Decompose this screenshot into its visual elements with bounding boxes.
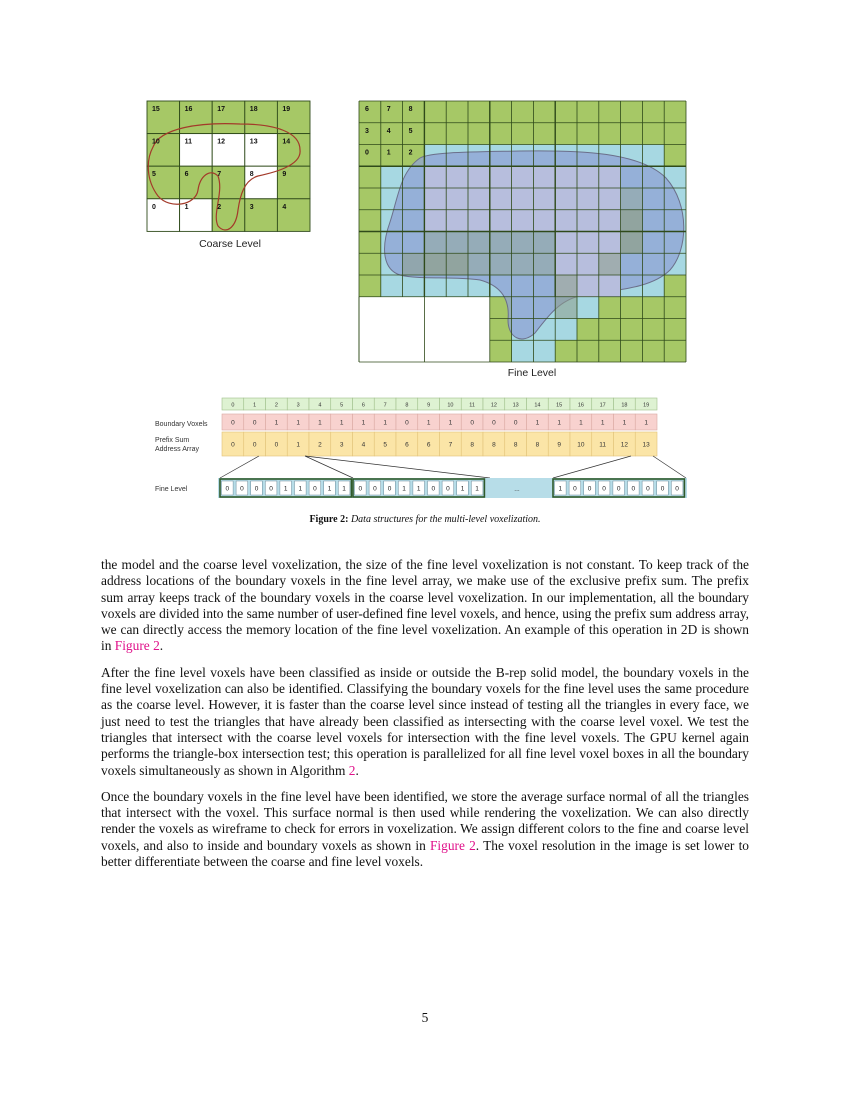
coarse-cell-label: 8 bbox=[249, 171, 254, 179]
fine-row-ellipsis: ... bbox=[514, 486, 520, 493]
fine-shaded-cell bbox=[599, 253, 621, 275]
prefix-value: 11 bbox=[599, 441, 606, 449]
fine-row-value: 0 bbox=[225, 485, 230, 493]
prefix-value: 2 bbox=[318, 441, 322, 449]
caption-text: Data structures for the multi-level voxelization. bbox=[350, 514, 541, 525]
boundary-value: 1 bbox=[644, 419, 648, 427]
fine-title: Fine Level bbox=[507, 367, 557, 379]
fine-boundary-cell bbox=[512, 340, 534, 362]
boundary-value: 1 bbox=[318, 419, 322, 427]
boundary-value: 1 bbox=[557, 419, 561, 427]
fine-row-value: 1 bbox=[475, 485, 479, 493]
coarse-cell-label: 4 bbox=[282, 203, 287, 211]
prefix-value: 13 bbox=[642, 441, 650, 449]
fine-shaded-cell bbox=[621, 232, 643, 254]
fine-shaded-cell bbox=[621, 210, 643, 232]
fine-cell-label: 1 bbox=[386, 149, 391, 157]
fine-boundary-cell bbox=[381, 166, 403, 188]
boundary-value: 0 bbox=[231, 419, 235, 427]
index-value: 10 bbox=[447, 402, 454, 409]
boundary-value: 1 bbox=[361, 419, 366, 427]
fine-boundary-cell bbox=[381, 275, 403, 297]
fine-shaded-cell bbox=[555, 275, 577, 297]
fine-shaded-cell bbox=[446, 253, 468, 275]
fine-row-label: Fine Level bbox=[155, 486, 188, 493]
index-value: 19 bbox=[643, 402, 650, 409]
boundary-value: 1 bbox=[579, 419, 583, 427]
index-value: 13 bbox=[512, 402, 519, 409]
prefix-value: 3 bbox=[339, 441, 344, 449]
caption-label: Figure 2: bbox=[309, 514, 349, 525]
fine-cell-label: 2 bbox=[408, 149, 413, 157]
fine-row-value: 1 bbox=[283, 485, 288, 493]
prefix-value: 4 bbox=[361, 441, 366, 449]
fine-cell-label: 3 bbox=[365, 127, 369, 135]
prefix-value: 10 bbox=[577, 441, 585, 449]
coarse-cell-label: 16 bbox=[184, 106, 193, 113]
coarse-cell-label: 5 bbox=[152, 171, 156, 179]
coarse-cell-label: 11 bbox=[184, 138, 193, 146]
fine-row-value: 0 bbox=[254, 485, 259, 493]
coarse-cell-label: 13 bbox=[249, 138, 258, 146]
fine-boundary-cell bbox=[533, 340, 555, 362]
fine-row-value: 1 bbox=[558, 485, 563, 493]
page-number: 5 bbox=[421, 1010, 429, 1025]
fine-boundary-cell bbox=[555, 319, 577, 341]
prefix-value: 1 bbox=[296, 441, 300, 449]
fine-cell-label: 7 bbox=[386, 106, 391, 113]
coarse-cell-label: 17 bbox=[217, 106, 225, 113]
index-value: 11 bbox=[469, 402, 475, 409]
index-value: 14 bbox=[534, 402, 541, 409]
figure-caption bbox=[0, 514, 850, 525]
fine-row-value: 0 bbox=[240, 485, 244, 493]
index-value: 6 bbox=[361, 402, 365, 409]
coarse-cell-label: 15 bbox=[152, 106, 160, 113]
prefix-value: 0 bbox=[274, 441, 279, 449]
fine-cell-label: 0 bbox=[365, 149, 369, 157]
fine-row-value: 0 bbox=[631, 485, 636, 493]
boundary-value: 0 bbox=[513, 419, 518, 427]
boundary-value: 1 bbox=[339, 419, 344, 427]
fine-row-value: 0 bbox=[573, 485, 577, 493]
boundary-value: 1 bbox=[274, 419, 279, 427]
paragraph-1: the model and the coarse level voxelization, the size of the fine level voxelization is not constant. To keep track of the address locations of the boundary voxels in the fine level array, we make use of the exclusive prefix sum. The prefix sum array keeps track of the boundary voxels in the coarse level voxelization. In our implementation, all the boundary voxels are divided into the same number of user-defined fine level voxels, and hence, using the prefix sum address array, we can directly access the memory location of the fine level voxelization. An example of this operation in 2D is shown in Figure 2. bbox=[101, 557, 749, 654]
coarse-cell-label: 10 bbox=[152, 138, 160, 146]
coarse-cell-label: 12 bbox=[217, 138, 225, 146]
prefix-value: 0 bbox=[252, 441, 257, 449]
fine-cell-label: 5 bbox=[408, 127, 413, 135]
prefix-value: 8 bbox=[470, 441, 474, 449]
coarse-title: Coarse Level bbox=[199, 238, 261, 250]
coarse-grid bbox=[147, 101, 310, 250]
fine-row-value: 1 bbox=[298, 485, 303, 493]
index-value: 16 bbox=[577, 402, 584, 409]
algorithm-2-link[interactable]: 2 bbox=[348, 762, 356, 778]
fine-row-value: 0 bbox=[358, 485, 363, 493]
boundary-value: 0 bbox=[252, 419, 257, 427]
fine-shaded-cell bbox=[555, 297, 577, 319]
figure-2-link-2[interactable]: Figure 2 bbox=[429, 837, 476, 853]
boundary-value: 1 bbox=[383, 419, 387, 427]
index-value: 3 bbox=[296, 402, 300, 409]
coarse-cell-label: 2 bbox=[217, 203, 222, 211]
fine-cell-label: 8 bbox=[408, 106, 413, 113]
fine-row-value: 1 bbox=[342, 485, 346, 493]
index-value: 15 bbox=[556, 402, 563, 409]
figure-2 bbox=[0, 0, 850, 510]
figure-2-link[interactable]: Figure 2 bbox=[114, 638, 160, 654]
boundary-value: 0 bbox=[405, 419, 409, 427]
fine-row-value: 1 bbox=[402, 485, 406, 493]
fine-row-value: 0 bbox=[269, 485, 273, 493]
fine-row-value: 0 bbox=[602, 485, 606, 493]
fine-row-value: 0 bbox=[446, 485, 450, 493]
boundary-value: 1 bbox=[448, 419, 453, 427]
index-value: 12 bbox=[490, 402, 497, 409]
prefix-value: 8 bbox=[492, 441, 496, 449]
fine-cell-label: 4 bbox=[386, 127, 391, 135]
prefix-value: 12 bbox=[620, 441, 628, 449]
fine-row-value: 1 bbox=[327, 485, 332, 493]
index-value: 2 bbox=[274, 402, 278, 409]
fine-inside-block bbox=[424, 166, 620, 231]
fine-row-value: 0 bbox=[616, 485, 621, 493]
index-value: 5 bbox=[340, 402, 344, 409]
coarse-cell-label: 9 bbox=[282, 171, 287, 179]
coarse-cell-label: 1 bbox=[184, 203, 189, 211]
paragraph-2: After the fine level voxels have been classified as inside or outside the B-rep solid model, the boundary voxels in the fine level voxelization can also be identified. Classifying the boundary voxels for the fine level uses the same procedure as the coarse level. However, it is faster than the coarse level since instead of testing all the triangles in every face, we just need to test the triangles that have already been classified as intersecting with the coarse level voxel. We test the triangles that intersect with the coarse level voxels for intersection with the fine level voxels. The GPU kernel again performs the triangle-box intersection test; this operation is parallelized for all fine level voxel boxes in all the boundary voxels simultaneously as shown in Algorithm 2. bbox=[101, 664, 749, 778]
paragraph-3: Once the boundary voxels in the fine level have been identified, we store the average surface normal of all the triangles that intersect with the voxel. This surface normal is then used while rendering the voxelization. We can also directly render the voxels as wireframe to check for errors in voxelization. We assign different colors to the fine and coarse level voxels, and also to inside and boundary voxels as shown in Figure 2. The voxel resolution in the image is set lower to better differentiate between the coarse and fine level voxels. bbox=[101, 788, 749, 870]
coarse-cell-label: 7 bbox=[217, 171, 222, 179]
index-value: 7 bbox=[383, 402, 387, 409]
coarse-cell-label: 3 bbox=[249, 203, 254, 211]
index-value: 4 bbox=[318, 402, 322, 409]
prefix-value: 0 bbox=[231, 441, 235, 449]
index-value: 9 bbox=[427, 402, 431, 409]
fine-shaded-cell bbox=[424, 253, 446, 275]
prefix-label-1: Prefix Sum bbox=[155, 437, 190, 444]
prefix-value: 6 bbox=[405, 441, 409, 449]
fine-row-value: 0 bbox=[675, 485, 679, 493]
prefix-label-2: Address Array bbox=[155, 446, 199, 453]
fine-grid bbox=[359, 101, 686, 379]
array-diagram bbox=[155, 398, 687, 498]
boundary-value: 1 bbox=[535, 419, 540, 427]
prefix-value: 5 bbox=[383, 441, 387, 449]
coarse-cell-label: 19 bbox=[282, 106, 291, 113]
boundary-label: Boundary Voxels bbox=[155, 421, 208, 428]
fine-boundary-cell bbox=[403, 275, 425, 297]
fine-cell-label: 6 bbox=[365, 106, 369, 113]
coarse-cell-label: 18 bbox=[249, 106, 258, 113]
prefix-value: 6 bbox=[426, 441, 431, 449]
fine-shaded-cell bbox=[403, 253, 425, 275]
coarse-cell-label: 0 bbox=[152, 203, 156, 211]
prefix-value: 8 bbox=[513, 441, 518, 449]
prefix-value: 8 bbox=[535, 441, 540, 449]
fine-boundary-cell bbox=[642, 145, 664, 167]
boundary-value: 1 bbox=[622, 419, 627, 427]
index-value: 8 bbox=[405, 402, 409, 409]
boundary-value: 0 bbox=[470, 419, 474, 427]
index-value: 17 bbox=[599, 402, 606, 409]
fine-row-value: 1 bbox=[416, 485, 421, 493]
boundary-value: 1 bbox=[426, 419, 431, 427]
index-value: 1 bbox=[253, 402, 257, 409]
fine-boundary-cell bbox=[577, 297, 599, 319]
fine-row-value: 0 bbox=[387, 485, 392, 493]
index-value: 18 bbox=[621, 402, 628, 409]
boundary-value: 0 bbox=[492, 419, 496, 427]
fine-row-value: 0 bbox=[646, 485, 650, 493]
boundary-value: 1 bbox=[600, 419, 605, 427]
fine-row-value: 0 bbox=[431, 485, 436, 493]
boundary-value: 1 bbox=[296, 419, 300, 427]
fine-row-value: 1 bbox=[460, 485, 465, 493]
fine-row-value: 0 bbox=[373, 485, 377, 493]
fine-row-value: 0 bbox=[587, 485, 592, 493]
fine-row-value: 0 bbox=[660, 485, 665, 493]
fine-row-value: 0 bbox=[313, 485, 317, 493]
prefix-value: 9 bbox=[557, 441, 561, 449]
coarse-cell-label: 6 bbox=[184, 171, 189, 179]
coarse-cell-label: 14 bbox=[282, 138, 291, 146]
body-text bbox=[101, 557, 749, 880]
prefix-value: 7 bbox=[448, 441, 453, 449]
index-value: 0 bbox=[231, 402, 235, 409]
